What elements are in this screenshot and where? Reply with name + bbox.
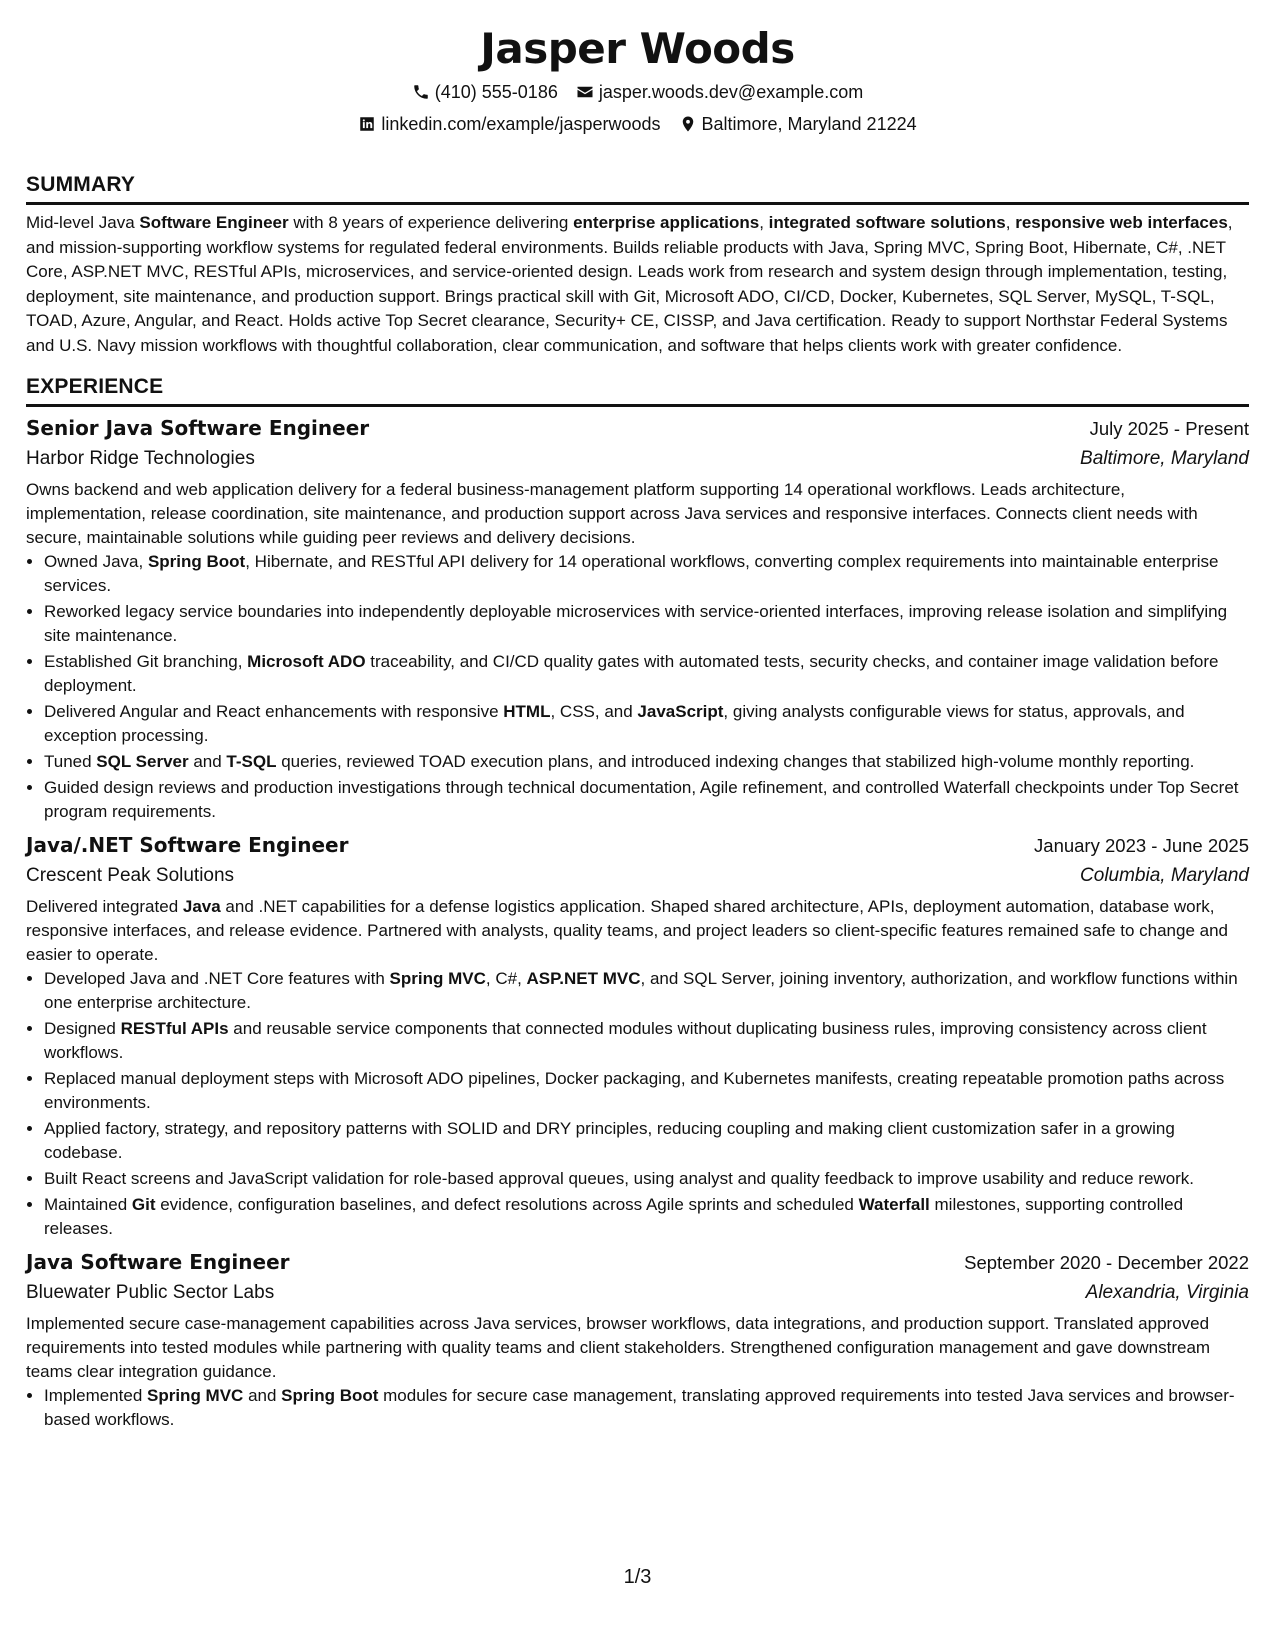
bullet-item (44, 776, 1249, 824)
contact-row-2 (26, 112, 1249, 136)
text-run: and reusable service components that connected modules without duplicating business rules, improving consistency across client workflows. (44, 1019, 1207, 1062)
bold-text: JavaScript (637, 702, 724, 721)
bold-text: Microsoft ADO (247, 652, 366, 671)
text-run: Implemented (44, 1386, 147, 1405)
text-run: , and SQL Server, joining inventory, authorization, and workflow functions within one enterprise architecture. (44, 969, 1238, 1012)
job-title: Java/.NET Software Engineer (26, 833, 349, 857)
job-dates: July 2025 - Present (1089, 418, 1249, 439)
text-run: Applied factory, strategy, and repository patterns with SOLID and DRY principles, reducing coupling and making client customization safer in a growing codebase. (44, 1119, 1175, 1162)
text-run: , and mission-supporting workflow systems for regulated federal environments. Builds reliable products with Java, Spring MVC, Spring Boot, Hibernate, C#, .NET Core, ASP.NET MVC, RESTful APIs, microservices, and service-oriented design. Leads work from research and system design through implementation, testing, deployment, site maintenance, and production support. Brings practical skill with Git, Microsoft ADO, CI/CD, Docker, Kubernetes, SQL Server, MySQL, T-SQL, TOAD, Azure, Angular, and React. Holds active Top Secret clearance, Security+ CE, CISSP, and Java certification. Ready to support Northstar Federal Systems and U.S. Navy mission workflows with thoughtful collaboration, clear communication, and software that helps clients work with greater confidence. (26, 213, 1233, 355)
job-dates: September 2020 - December 2022 (964, 1252, 1249, 1273)
job-dates: January 2023 - June 2025 (1034, 835, 1249, 856)
bold-text: HTML (503, 702, 551, 721)
text-run: traceability, and CI/CD quality gates with automated tests, security checks, and container image validation before deployment. (44, 652, 1219, 695)
text-run: , (1005, 213, 1016, 232)
bold-text: Spring Boot (281, 1386, 379, 1405)
job-title: Senior Java Software Engineer (26, 416, 370, 440)
bullet-item (44, 750, 1249, 774)
contact-row-1 (26, 80, 1249, 104)
bold-text: T-SQL (226, 752, 277, 771)
text-run: and (243, 1386, 282, 1405)
job-list (26, 413, 1249, 1432)
text-run: Mid-level Java (26, 213, 140, 232)
text-run: queries, reviewed TOAD execution plans, and introduced indexing changes that stabilized high-volume monthly reporting. (276, 752, 1195, 771)
bold-text: Waterfall (858, 1195, 930, 1214)
bullet-item (44, 1017, 1249, 1065)
job-description (26, 895, 1249, 967)
contact-location (679, 112, 917, 136)
bullet-item (44, 1167, 1249, 1191)
candidate-name: Jasper Woods (480, 24, 795, 73)
job-description (26, 478, 1249, 550)
text-run: , Hibernate, and RESTful API delivery for 14 operational workflows, converting complex requirements into maintainable enterprise services. (44, 552, 1219, 595)
text-run: Replaced manual deployment steps with Microsoft ADO pipelines, Docker packaging, and Kubernetes manifests, creating repeatable promotion paths across environments. (44, 1069, 1225, 1112)
page-number: 1/3 (623, 1566, 652, 1588)
bold-text: SQL Server (96, 752, 189, 771)
text-run: Delivered Angular and React enhancements with responsive (44, 702, 504, 721)
bold-text: responsive web interfaces (1015, 213, 1228, 232)
bold-text: Git (131, 1195, 156, 1214)
bold-text: enterprise applications (573, 213, 760, 232)
job-bullets (26, 550, 1249, 824)
bullet-item (44, 600, 1249, 648)
text-run: Developed Java and .NET Core features with (44, 969, 390, 988)
text-run: with 8 years of experience delivering (288, 213, 574, 232)
job-entry (26, 830, 1249, 1241)
job-location: Alexandria, Virginia (1085, 1282, 1249, 1303)
text-run: , (759, 213, 769, 232)
bold-text: RESTful APIs (120, 1019, 229, 1038)
contact-phone (412, 80, 558, 104)
job-bullets (26, 967, 1249, 1241)
envelope-icon (576, 83, 594, 101)
job-location: Columbia, Maryland (1080, 865, 1249, 886)
bullet-item (44, 1193, 1249, 1241)
text-run: and (188, 752, 227, 771)
job-entry (26, 1247, 1249, 1432)
linkedin-icon (358, 115, 376, 133)
resume-page (26, 0, 1249, 1434)
bold-text: integrated software solutions (768, 213, 1006, 232)
text-run: Established Git branching, (44, 652, 248, 671)
text-run: Owns backend and web application delivery for a federal business-management platform supporting 14 operational workflows. Leads architecture, implementation, release coordination, site maintenance, and production support across Java services and responsive interfaces. Connects client needs with secure, maintainable solutions while guiding peer reviews and delivery decisions. (26, 480, 1198, 547)
contact-email[interactable] (576, 80, 863, 104)
text-run: Maintained (44, 1195, 132, 1214)
text-run: Guided design reviews and production investigations through technical documentation, Agile refinement, and controlled Waterfall checkpoints under Top Secret program requirements. (44, 778, 1239, 821)
bullet-item (44, 550, 1249, 598)
phone-icon (412, 83, 430, 101)
text-run: evidence, configuration baselines, and defect resolutions across Agile sprints and scheduled (155, 1195, 859, 1214)
text-run: , giving analysts configurable views for status, approvals, and exception processing. (44, 702, 1185, 745)
job-company: Crescent Peak Solutions (26, 865, 235, 886)
bullet-item (44, 1117, 1249, 1165)
text-run: , C#, (485, 969, 527, 988)
bullet-item (44, 1384, 1249, 1432)
contact-email-text[interactable]: jasper.woods.dev@example.com (598, 82, 864, 102)
text-run: Implemented secure case-management capabilities across Java services, browser workflows, data integrations, and production support. Translated approved requirements into tested modules while partnering with quality teams and client stakeholders. Strengthened configuration management and gave downstream teams clear integration guidance. (26, 1314, 1211, 1381)
bullet-item (44, 1067, 1249, 1115)
text-run: Tuned (44, 752, 97, 771)
contact-location-text: Baltimore, Maryland 21224 (701, 114, 917, 134)
job-company: Harbor Ridge Technologies (26, 448, 255, 469)
text-run: milestones, supporting controlled releases. (44, 1195, 1184, 1238)
job-location: Baltimore, Maryland (1080, 448, 1249, 469)
text-run: , CSS, and (550, 702, 638, 721)
job-description (26, 1312, 1249, 1384)
text-run: Designed (44, 1019, 121, 1038)
bold-text: Spring Boot (147, 552, 246, 571)
experience-heading: EXPERIENCE (26, 374, 1249, 407)
job-bullets (26, 1384, 1249, 1432)
text-run: and .NET capabilities for a defense logistics application. Shaped shared architecture, APIs, deployment automation, database work, responsive interfaces, and release evidence. Partnered with analysts, quality teams, and project leaders so client-specific features remained safe to change and easier to operate. (26, 897, 1229, 964)
bold-text: Java (182, 897, 221, 916)
job-company: Bluewater Public Sector Labs (26, 1282, 275, 1303)
summary-text (26, 211, 1249, 358)
bold-text: ASP.NET MVC (526, 969, 641, 988)
bullet-item (44, 700, 1249, 748)
contact-phone-text: (410) 555-0186 (434, 82, 558, 102)
text-run: Owned Java, (44, 552, 148, 571)
text-run: Delivered integrated (26, 897, 183, 916)
contact-linkedin[interactable] (358, 112, 660, 136)
bold-text: Spring MVC (389, 969, 486, 988)
bullet-item (44, 650, 1249, 698)
text-run: Reworked legacy service boundaries into independently deployable microservices with service-oriented interfaces, improving release isolation and simplifying site maintenance. (44, 602, 1228, 645)
text-run: modules for secure case management, translating approved requirements into tested Java services and browser-based workflows. (44, 1386, 1235, 1429)
bullet-item (44, 967, 1249, 1015)
text-run: Built React screens and JavaScript validation for role-based approval queues, using analyst and quality feedback to improve usability and reduce rework. (44, 1169, 1195, 1188)
bold-text: Software Engineer (139, 213, 289, 232)
job-entry (26, 413, 1249, 824)
map-pin-icon (679, 115, 697, 133)
job-title: Java Software Engineer (26, 1250, 290, 1274)
summary-heading: SUMMARY (26, 172, 1249, 205)
bold-text: Spring MVC (147, 1386, 244, 1405)
contact-linkedin-text[interactable]: linkedin.com/example/jasperwoods (381, 114, 661, 134)
